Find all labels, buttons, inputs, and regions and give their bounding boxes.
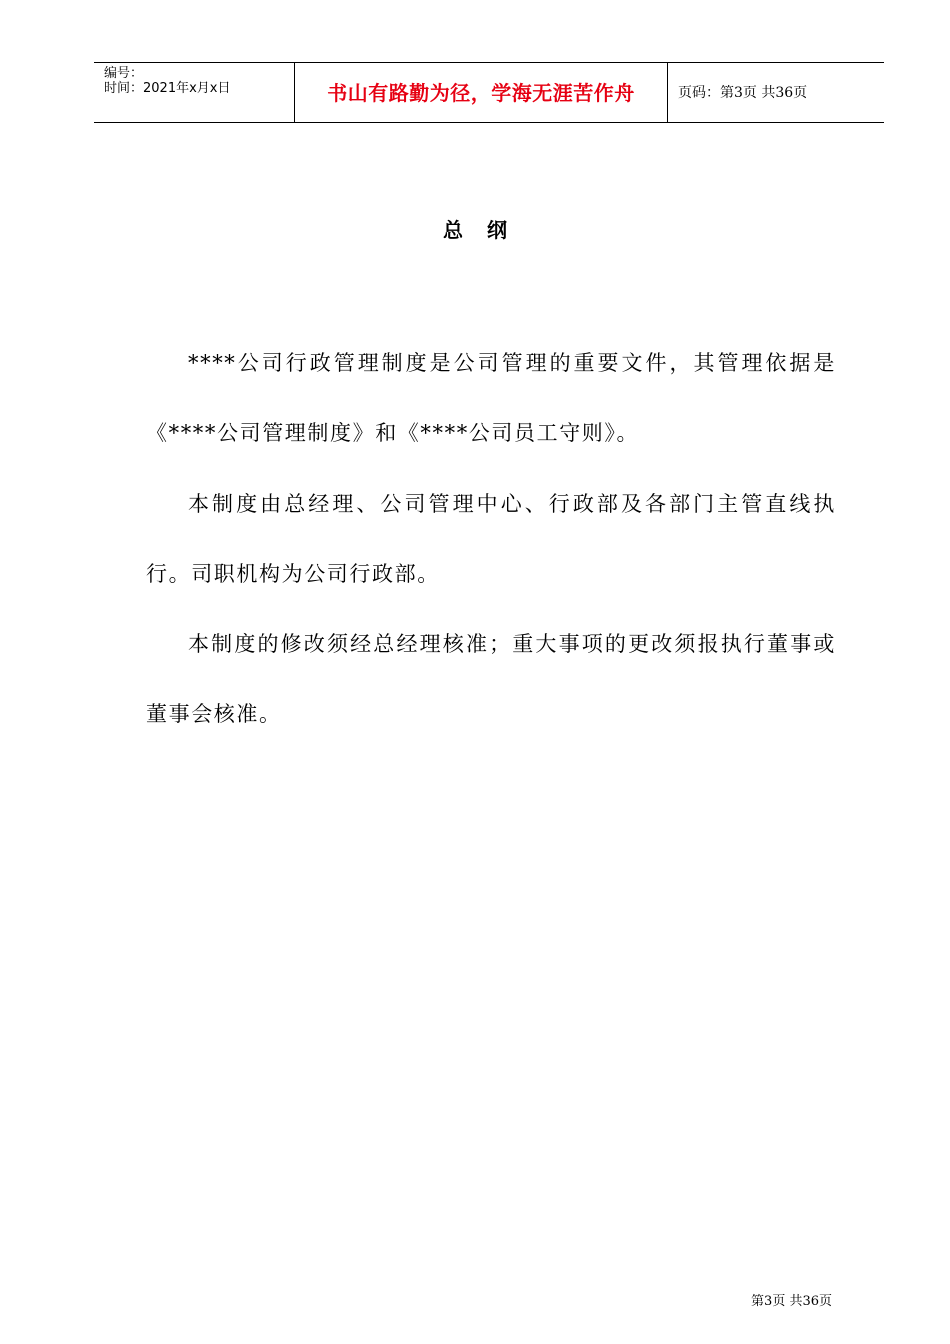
- paragraph: 本制度的修改须经总经理核准；重大事项的更改须报执行董事或董事会核准。: [146, 632, 836, 726]
- paragraph: 本制度由总经理、公司管理中心、行政部及各部门主管直线执行。司职机构为公司行政部。: [146, 492, 836, 586]
- document-date-label: 时间：2021年x月x日: [104, 81, 231, 96]
- document-title: 总纲: [443, 218, 531, 242]
- page-header: [94, 62, 884, 123]
- header-motto: 书山有路勤为径，学海无涯苦作舟: [295, 63, 668, 122]
- header-page-info: 页码：第3页 共36页: [678, 85, 808, 101]
- page-footer: 第3页 共36页: [751, 1294, 832, 1309]
- header-meta: [94, 63, 295, 122]
- document-number-label: 编号：: [104, 66, 144, 81]
- paragraph: ****公司行政管理制度是公司管理的重要文件，其管理依据是《****公司管理制度》和《****公司员工守则》。: [146, 351, 836, 445]
